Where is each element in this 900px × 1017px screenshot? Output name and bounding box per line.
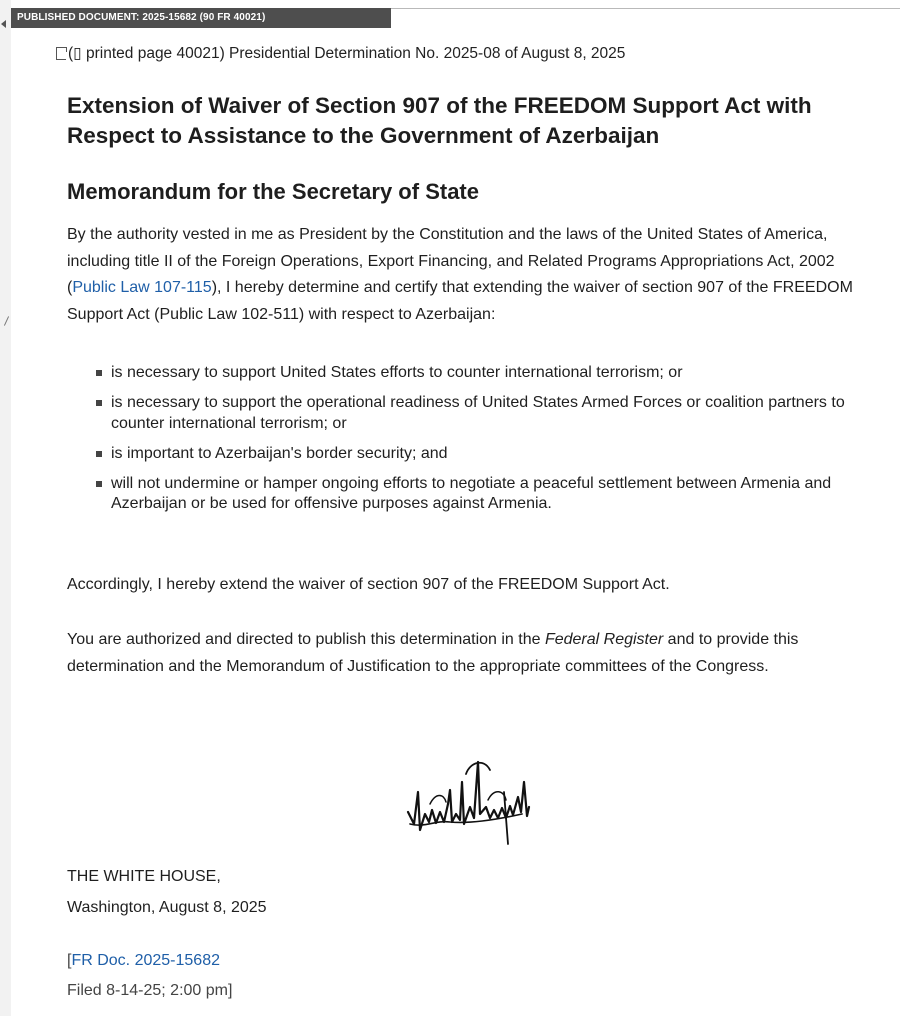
presidential-signature bbox=[400, 752, 550, 847]
public-law-link[interactable]: Public Law 107-115 bbox=[72, 279, 212, 296]
signing-date-line: Washington, August 8, 2025 bbox=[67, 899, 267, 916]
list-item bbox=[95, 363, 885, 384]
gutter-tick-mark bbox=[4, 316, 9, 325]
authority-text-after-link: ), I hereby determine and certify that extending the waiver of section 907 of the FREEDOM Support Act (Public Law 102-511) with respect to Azerbaijan: bbox=[67, 279, 853, 323]
list-item bbox=[95, 474, 885, 515]
bullet-square-icon bbox=[96, 481, 102, 487]
determination-list bbox=[95, 363, 885, 524]
federal-register-italic: Federal Register bbox=[544, 631, 664, 648]
authority-paragraph bbox=[67, 222, 882, 328]
authorization-text-before: You are authorized and directed to publish this determination in the bbox=[67, 631, 545, 648]
bullet-square-icon bbox=[96, 451, 102, 457]
document-title: Extension of Waiver of Section 907 of the FREEDOM Support Act with Respect to Assistance to the Government of Azerbaijan bbox=[67, 93, 812, 148]
bullet-square-icon bbox=[96, 400, 102, 406]
published-document-label: PUBLISHED DOCUMENT: 2025-15682 (90 FR 40021) bbox=[11, 8, 391, 28]
left-gutter bbox=[0, 0, 11, 1016]
memorandum-heading: Memorandum for the Secretary of State bbox=[67, 179, 479, 204]
authorization-text-after: and to provide this determination and the Memorandum of Justification to the appropriate committees of the Congress. bbox=[67, 631, 799, 675]
accordingly-paragraph: Accordingly, I hereby extend the waiver of section 907 of the FREEDOM Support Act. bbox=[67, 576, 670, 593]
list-item-text: is necessary to support the operational readiness of United States Armed Forces or coalition partners to counter international terrorism; or bbox=[111, 394, 845, 432]
list-item-text: will not undermine or hamper ongoing efforts to negotiate a peaceful settlement between Armenia and Azerbaijan or be used for offensive purposes against Armenia. bbox=[111, 474, 832, 512]
list-item bbox=[95, 444, 885, 465]
authorization-paragraph bbox=[67, 627, 882, 680]
bullet-square-icon bbox=[96, 370, 102, 376]
printed-page-line bbox=[56, 44, 625, 63]
fr-doc-link[interactable]: FR Doc. 2025-15682 bbox=[71, 952, 220, 969]
filed-line bbox=[67, 981, 232, 1001]
list-item-text: is important to Azerbaijan's border security; and bbox=[111, 444, 448, 462]
list-item-text: is necessary to support United States efforts to counter international terrorism; or bbox=[111, 364, 683, 381]
page-icon bbox=[56, 47, 66, 60]
filed-text: Filed 8-14-25; 2:00 pm bbox=[67, 982, 228, 999]
close-bracket: ] bbox=[227, 982, 233, 999]
list-item bbox=[95, 393, 885, 434]
white-house-line: THE WHITE HOUSE, bbox=[67, 868, 221, 885]
fr-doc-line bbox=[67, 951, 220, 971]
authority-text-before-link: By the authority vested in me as President by the Constitution and the laws of the United States of America, including title II of the Foreign Operations, Export Financing, and Related Programs Appropriations Act, 2002 ( bbox=[67, 226, 835, 296]
printed-page-text: (▯ printed page 40021) Presidential Determination No. 2025-08 of August 8, 2025 bbox=[68, 45, 626, 62]
open-bracket: [ bbox=[67, 952, 72, 969]
collapse-arrow-icon[interactable] bbox=[1, 20, 6, 28]
